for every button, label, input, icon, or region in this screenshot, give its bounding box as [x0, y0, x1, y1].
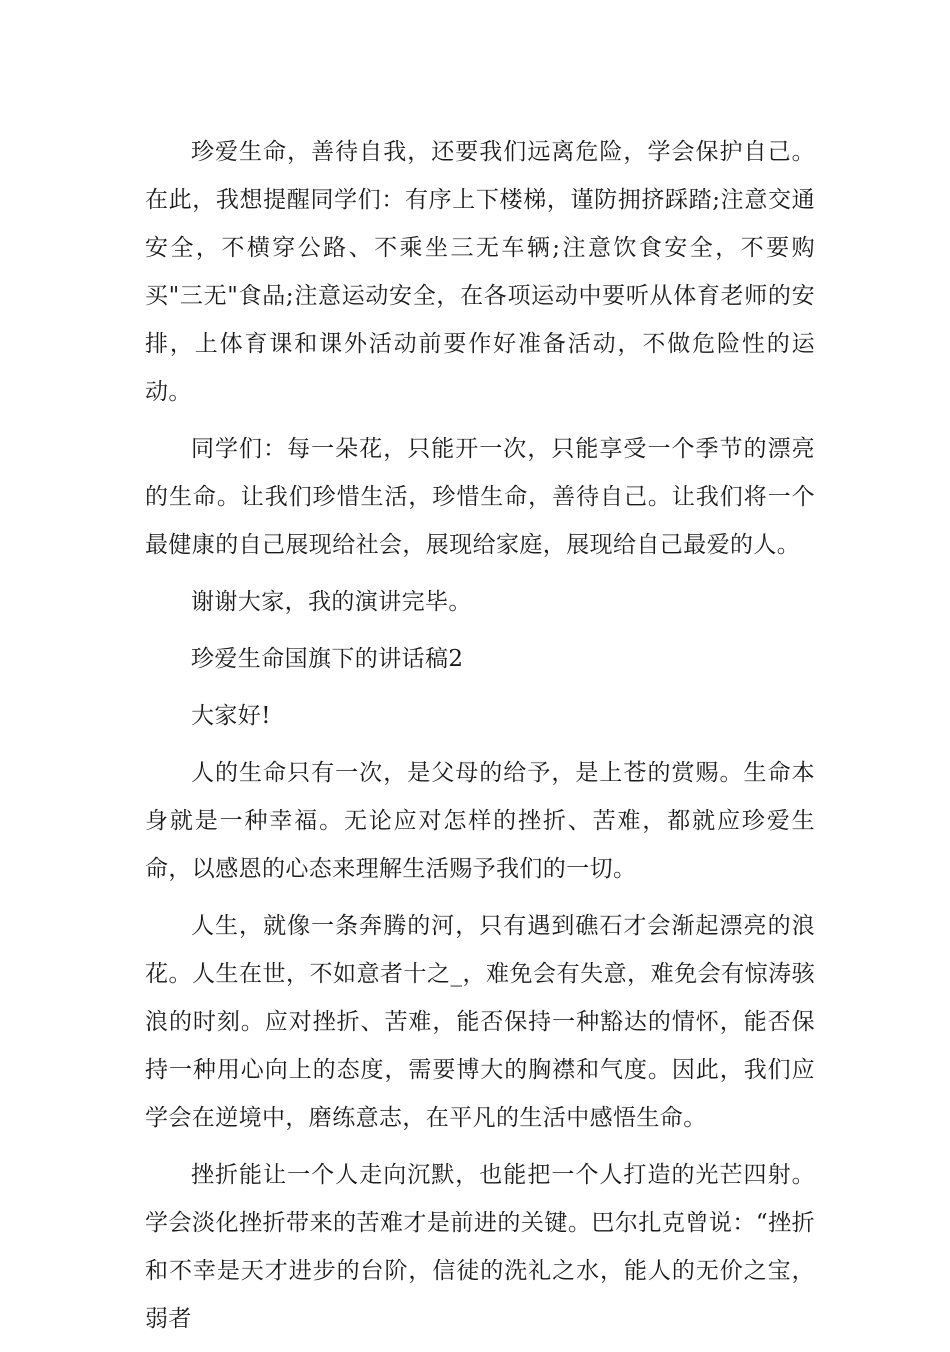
paragraph-thanks: 谢谢大家，我的演讲完毕。 — [191, 589, 472, 615]
paragraph-setbacks: 挫折能让一个人走向沉默，也能把一个人打造的光芒四射。学会淡化挫折带来的苦难才是前进的关键。巴尔扎克曾说：“挫折和不幸是天才进步的台阶，信徒的洗礼之水，能人的无价之宝，弱者 — [145, 1162, 815, 1332]
paragraph-life-once: 人的生命只有一次，是父母的给予，是上苍的赏赐。生命本身就是一种幸福。无论应对怎样的挫折、苦难，都就应珍爱生命，以感恩的心态来理解生活赐予我们的一切。 — [145, 760, 815, 882]
paragraph-river: 人生，就像一条奔腾的河，只有遇到礁石才会渐起漂亮的浪花。人生在世，不如意者十之_，难免会有失意，难免会有惊涛骇浪的时刻。应对挫折、苦难，能否保持一种豁达的情怀，能否保持一种用心向上的态度，需要博大的胸襟和气度。因此，我们应学会在逆境中，磨练意志，在平凡的生活中感悟生命。 — [145, 913, 815, 1131]
document-body — [145, 128, 815, 1352]
paragraph-cherish-life: 同学们：每一朵花，只能开一次，只能享受一个季节的漂亮的生命。让我们珍惜生活，珍惜生命，善待自己。让我们将一个最健康的自己展现给社会，展现给家庭，展现给自己最爱的人。 — [145, 436, 815, 558]
paragraph-safety: 珍爱生命，善待自我，还要我们远离危险，学会保护自己。在此，我想提醒同学们：有序上下楼梯，谨防拥挤踩踏;注意交通安全，不横穿公路、不乘坐三无车辆;注意饮食安全，不要购买"三无"食品;注意运动安全，在各项运动中要听从体育老师的安排，上体育课和课外活动前要作好准备活动，不做危险性的运动。 — [145, 139, 815, 405]
paragraph-greeting: 大家好! — [191, 703, 271, 729]
section-heading: 珍爱生命国旗下的讲话稿2 — [191, 646, 464, 672]
